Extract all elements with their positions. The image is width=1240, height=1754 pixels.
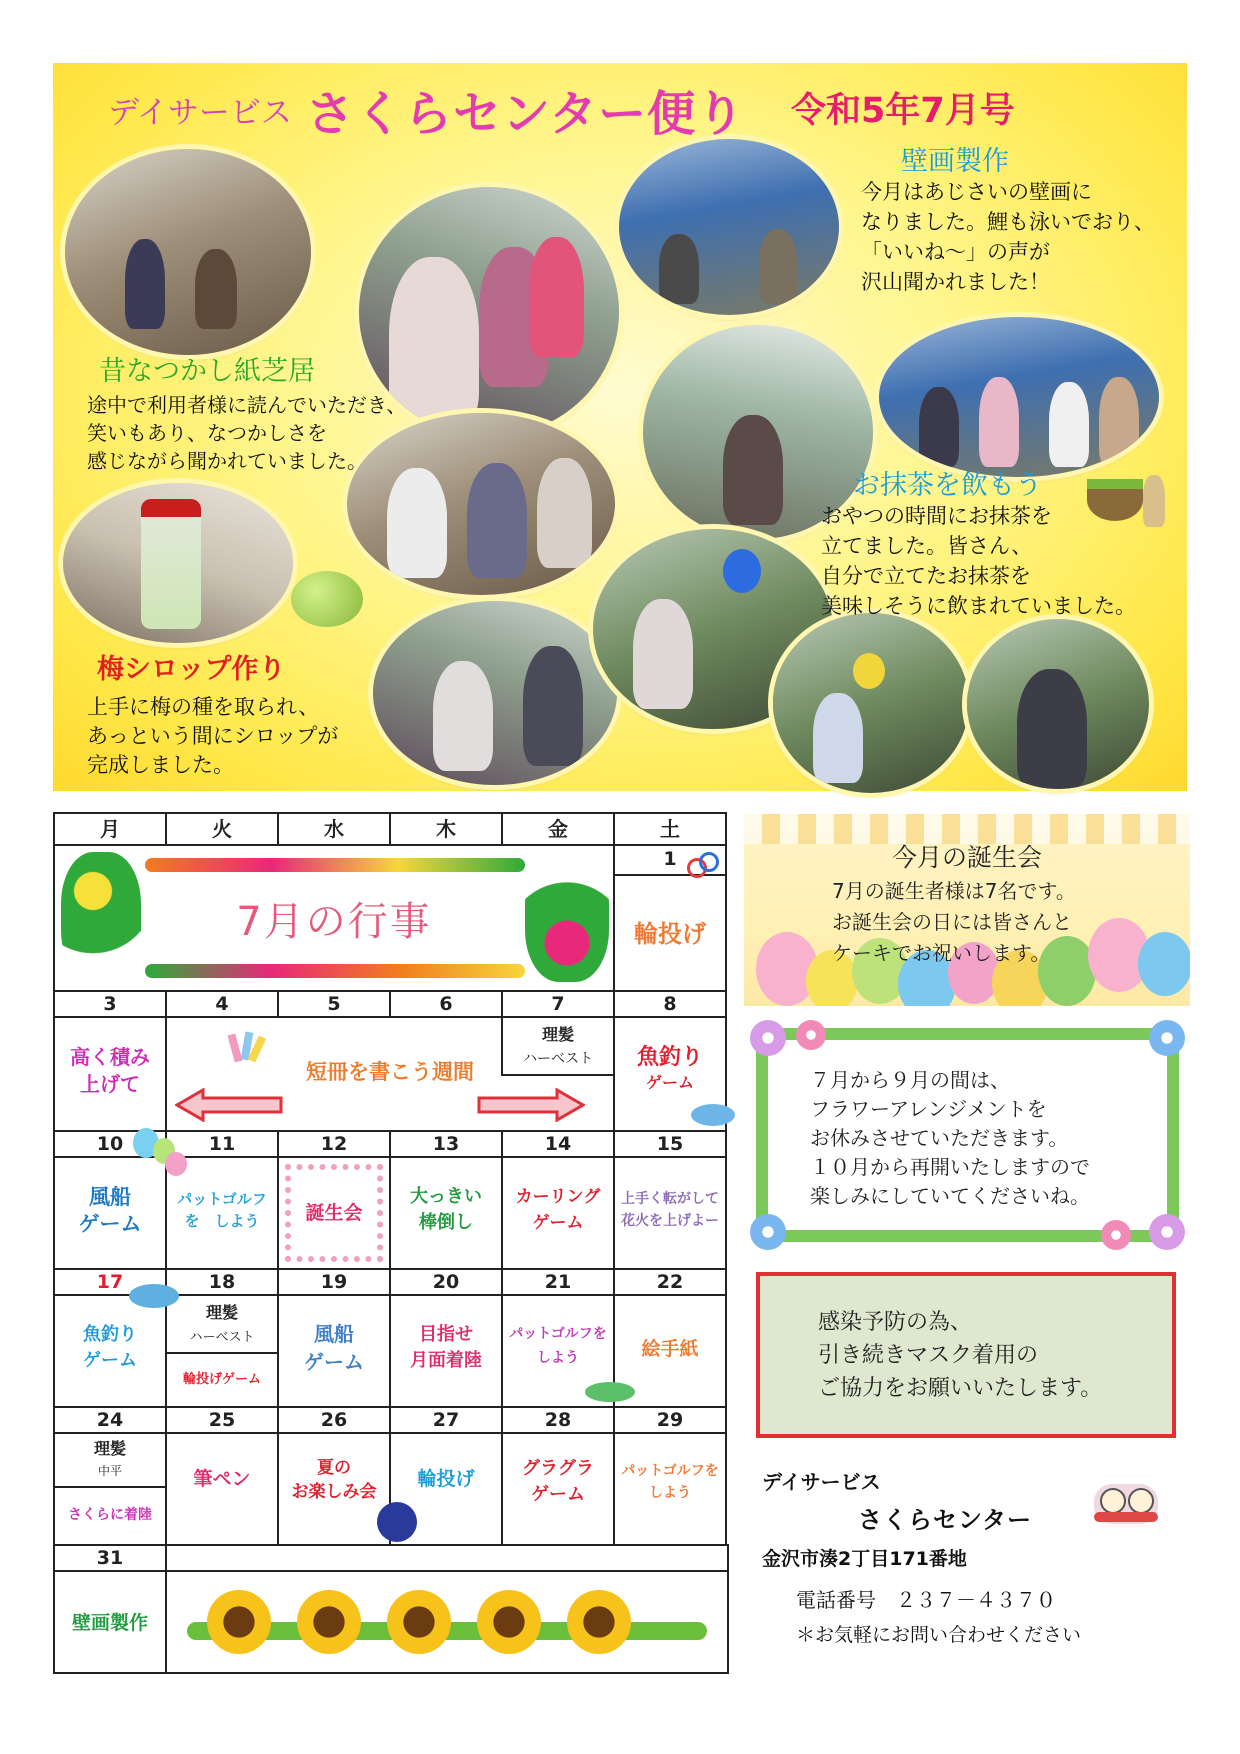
day-18: 理髪 ハーベスト 輪投げゲーム (165, 1294, 279, 1408)
date-26: 26 (277, 1406, 391, 1434)
matcha-text: おやつの時間にお抹茶を 立てました。皆さん、 自分で立てたお抹茶を 美味しそうに飲まれていました。 (821, 504, 1136, 618)
date-10: 10 (53, 1130, 167, 1158)
mask-notice (756, 1272, 1176, 1438)
date-11: 11 (165, 1130, 279, 1158)
issue-label: 令和5年7月号 (791, 91, 1015, 131)
day-31: 壁画製作 (53, 1570, 167, 1674)
day-13: 大っきい 棒倒し (389, 1156, 503, 1270)
date-15: 15 (613, 1130, 727, 1158)
date-17: 17 (53, 1268, 167, 1296)
matcha-heading: お抹茶を飲もう (853, 470, 1042, 501)
birthday-title: 今月の誕生会 (891, 843, 1042, 872)
arrow-left-icon (175, 1088, 283, 1122)
weekday-wed: 水 (277, 812, 391, 846)
sunflower-row (165, 1570, 729, 1674)
sunflower-icon (207, 1590, 271, 1654)
uchiwa-fan-icon (377, 1502, 417, 1542)
banner-title: 7月の行事 (236, 899, 432, 945)
photo-kamishibai-room (65, 149, 311, 355)
day-15: 上手く転がして 花火を上げよー (613, 1156, 727, 1270)
day-22: 絵手紙 (613, 1294, 727, 1408)
ume-fruit-icon (291, 571, 363, 627)
july-events-banner (53, 844, 615, 992)
newsletter-title: さくらセンター便り (306, 86, 746, 142)
day-28: グラグラ ゲーム (501, 1432, 615, 1546)
week6-empty-dates (165, 1544, 729, 1572)
date-14: 14 (501, 1130, 615, 1158)
footer-center-name: さくらセンター (858, 1506, 1033, 1534)
date-21: 21 (501, 1268, 615, 1296)
day-25: 筆ペン (165, 1432, 279, 1546)
date-12: 12 (277, 1130, 391, 1158)
date-3: 3 (53, 990, 167, 1018)
date-19: 19 (277, 1268, 391, 1296)
date-25: 25 (165, 1406, 279, 1434)
fish-icon-2 (129, 1284, 179, 1308)
day-17: 魚釣り ゲーム (53, 1294, 167, 1408)
weekday-sat: 土 (613, 812, 727, 846)
weekday-mon: 月 (53, 812, 167, 846)
flower-notice-text: ７月から９月の間は、 フラワーアレンジメントを お休みさせていただきます。 １０月から再開いたしますので 楽しみにしていてくださいね。 (810, 1068, 1090, 1208)
birthday-text: 7月の誕生者様は7名です。 お誕生会の日には皆さんと ケーキでお祝いします。 (832, 879, 1076, 965)
photo-ume-jar (63, 483, 293, 643)
photo-mural-2 (879, 317, 1159, 477)
sunflower-icon (477, 1590, 541, 1654)
date-31: 31 (53, 1544, 167, 1572)
title-prefix: デイサービス (108, 95, 292, 131)
morning-glory-icon (750, 1020, 786, 1056)
date-4: 4 (165, 990, 279, 1018)
mural-heading: 壁画製作 (901, 146, 1009, 177)
day-26: 夏の お楽しみ会 (277, 1432, 391, 1546)
day-12: 誕生会 (277, 1156, 391, 1270)
sunflower-icon (387, 1590, 451, 1654)
footer-service: デイサービス (762, 1470, 881, 1494)
date-13: 13 (389, 1130, 503, 1158)
day-24: 理髪 中平 さくらに着陸 (53, 1432, 167, 1546)
sunflower-icon (297, 1590, 361, 1654)
date-27: 27 (389, 1406, 503, 1434)
mask-notice-text: 感染予防の為、 引き続きマスク着用の ご協力をお願いいたします。 (818, 1310, 1103, 1401)
photo-matcha-2 (967, 619, 1149, 789)
golf-green-icon (585, 1382, 635, 1402)
mascot-car-icon (1094, 1484, 1158, 1524)
kamishibai-text: 途中で利用者様に読んでいただき、 笑いもあり、なつかしさを 感じながら聞かれていました。 (87, 393, 407, 473)
day-7-barber: 理髪 ハーベスト (501, 1016, 615, 1076)
date-6: 6 (389, 990, 503, 1018)
day-1: 1 輪投げ (613, 844, 727, 992)
syrup-text: 上手に梅の種を取られ、 あっという間にシロップが 完成しました。 (87, 695, 339, 777)
syrup-heading: 梅シロップ作り (97, 654, 286, 685)
date-18: 18 (165, 1268, 279, 1296)
birthday-panel (744, 814, 1190, 1006)
day-20: 目指せ 月面着陸 (389, 1294, 503, 1408)
date-20: 20 (389, 1268, 503, 1296)
date-7: 7 (501, 990, 615, 1018)
ring-toss-icon (687, 850, 719, 876)
arrow-right-icon (477, 1088, 585, 1122)
date-5: 5 (277, 990, 391, 1018)
day-21: パットゴルフを しよう (501, 1294, 615, 1408)
day-10: 風船 ゲーム (53, 1156, 167, 1270)
photo-matcha-1 (773, 613, 969, 793)
date-24: 24 (53, 1406, 167, 1434)
sunflower-icon (567, 1590, 631, 1654)
date-28: 28 (501, 1406, 615, 1434)
mural-text: 今月はあじさいの壁画に なりました。鯉も泳いでおり、 「いいね～」の声が 沢山聞かれました！ (861, 180, 1155, 294)
day-29: パットゴルフを しよう (613, 1432, 727, 1546)
newsletter-panel (53, 63, 1187, 791)
day-8: 魚釣り ゲーム (613, 1016, 727, 1132)
fish-icon (691, 1104, 735, 1126)
tanzaku-label: 短冊を書こう週間 (306, 1060, 474, 1084)
date-22: 22 (613, 1268, 727, 1296)
photo-mural-1 (619, 139, 839, 315)
weekday-thu: 木 (389, 812, 503, 846)
day-14: カーリング ゲーム (501, 1156, 615, 1270)
footer-phone: 電話番号 ２３７－４３７０ (796, 1588, 1056, 1612)
day-19: 風船 ゲーム (277, 1294, 391, 1408)
day-27: 輪投げ (389, 1432, 503, 1546)
weekday-tue: 火 (165, 812, 279, 846)
kamishibai-heading: 昔なつかし紙芝居 (99, 356, 315, 387)
photo-calligraphy (373, 601, 617, 785)
day-11: パットゴルフ を しよう (165, 1156, 279, 1270)
day-3: 高く積み 上げて (53, 1016, 167, 1132)
footer-inquiry: ＊お気軽にお問い合わせください (796, 1624, 1082, 1646)
flower-arrangement-notice (750, 1020, 1185, 1250)
weekday-fri: 金 (501, 812, 615, 846)
date-8: 8 (613, 990, 727, 1018)
date-29: 29 (613, 1406, 727, 1434)
tea-whisk-icon (1143, 475, 1165, 527)
event-calendar (53, 812, 729, 1754)
footer-address: 金沢市湊2丁目171番地 (762, 1548, 967, 1570)
